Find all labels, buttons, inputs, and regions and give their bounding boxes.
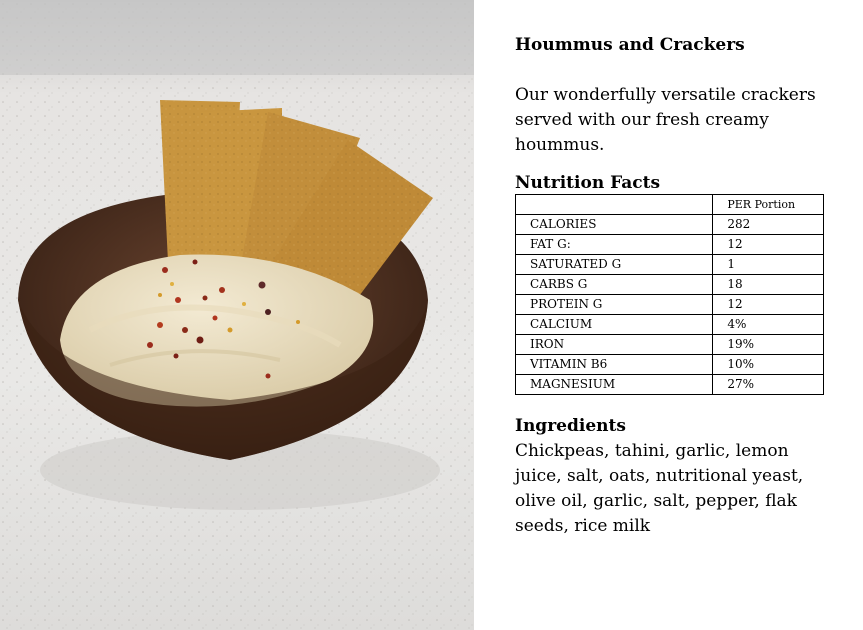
nutrient-value: 12 — [713, 295, 824, 315]
nutrient-value: 282 — [713, 215, 824, 235]
nutrient-label: CALORIES — [516, 215, 713, 235]
dish-description: Our wonderfully versatile crackers served with our fresh creamy hoummus. — [515, 85, 816, 155]
nutrient-value: 1 — [713, 255, 824, 275]
nutrient-value: 12 — [713, 235, 824, 255]
nutrient-label: CALCIUM — [516, 315, 713, 335]
nutrition-column-header: PER Portion — [713, 195, 824, 215]
table-row — [516, 235, 824, 255]
table-row — [516, 335, 824, 355]
nutrition-table — [515, 194, 824, 395]
table-row — [516, 355, 824, 375]
table-row — [516, 295, 824, 315]
dish-title: Hoummus and Crackers — [515, 35, 745, 55]
nutrient-label: FAT G: — [516, 235, 713, 255]
nutrition-header-row — [516, 195, 824, 215]
nutrient-value: 18 — [713, 275, 824, 295]
table-row — [516, 255, 824, 275]
nutrient-label: MAGNESIUM — [516, 375, 713, 395]
nutrient-value: 10% — [713, 355, 824, 375]
table-row — [516, 215, 824, 235]
table-row — [516, 315, 824, 335]
nutrition-header-empty — [516, 195, 713, 215]
nutrient-value: 27% — [713, 375, 824, 395]
nutrient-label: CARBS G — [516, 275, 713, 295]
nutrient-label: PROTEIN G — [516, 295, 713, 315]
nutrient-value: 4% — [713, 315, 824, 335]
ingredients-heading: Ingredients — [515, 416, 626, 436]
ingredients-list: Chickpeas, tahini, garlic, lemon juice, salt, oats, nutritional yeast, olive oil, garlic, salt, pepper, flak seeds, rice milk — [515, 441, 804, 536]
table-row — [516, 375, 824, 395]
nutrient-label: IRON — [516, 335, 713, 355]
nutrient-label: SATURATED G — [516, 255, 713, 275]
nutrient-label: VITAMIN B6 — [516, 355, 713, 375]
table-row — [516, 275, 824, 295]
nutrient-value: 19% — [713, 335, 824, 355]
nutrition-heading: Nutrition Facts — [515, 173, 661, 193]
